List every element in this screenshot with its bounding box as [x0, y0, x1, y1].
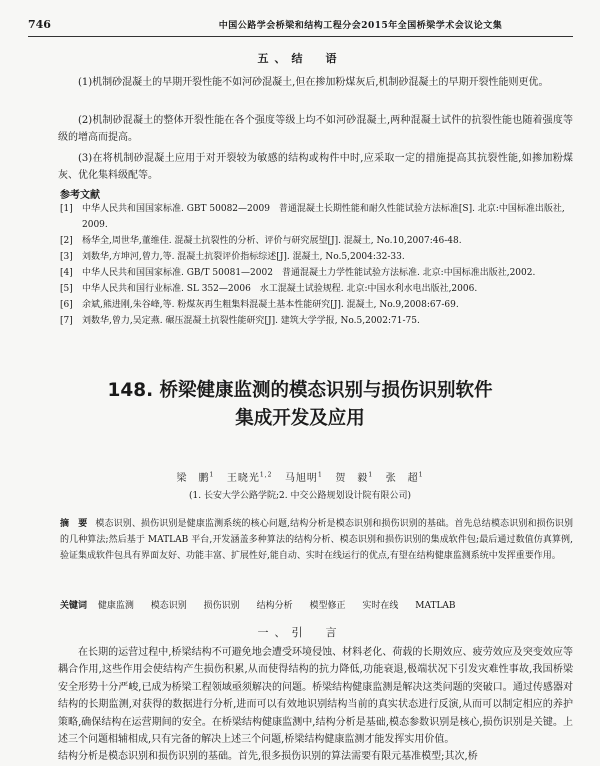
reference-item	[60, 265, 573, 281]
keyword: 结构分析	[256, 601, 293, 611]
keyword: 模态识别	[150, 601, 187, 611]
author-affiliation: (1. 长安大学公路学院;2. 中交公路规划设计院有限公司)	[189, 491, 411, 501]
article-title-line-1: 148. 桥梁健康监测的模态识别与损伤识别软件	[107, 380, 493, 401]
introduction-heading: 一、引 言	[257, 626, 343, 639]
conclusions-heading: 五、结 语	[257, 52, 343, 65]
page-number: 746	[28, 18, 51, 31]
conclusion-item-3: (3)在将机制砂混凝土应用于对开裂较为敏感的结构或构件中时,应采取一定的措施提高其抗裂性能,如掺加粉煤灰、优化集料级配等。	[58, 153, 573, 181]
keyword: 模型修正	[309, 601, 346, 611]
reference-item	[60, 201, 573, 233]
author-affiliation-mark: 1	[368, 471, 374, 479]
abstract	[60, 516, 573, 564]
reference-item	[60, 249, 573, 265]
conclusion-item-1: (1)机制砂混凝土的早期开裂性能不如河砂混凝土,但在掺加粉煤灰后,机制砂混凝土的早期开裂性能则更优。	[78, 77, 549, 88]
keyword: 健康监测	[97, 601, 134, 611]
reference-item	[60, 313, 573, 329]
reference-text: 刘数华,方坤河,曾力,等. 混凝土抗裂评价指标综述[J]. 混凝土, No.5,2004:32-33.	[82, 252, 405, 262]
reference-number: [4]	[60, 268, 73, 278]
reference-text: 中华人民共和国国家标准. GB/T 50081—2002 普通混凝土力学性能试验方法标准. 北京:中国标准出版社,2002.	[82, 268, 536, 278]
reference-item	[60, 281, 573, 297]
reference-text: 中华人民共和国行业标准. SL 352—2006 水工混凝土试验规程. 北京:中国水利水电出版社,2006.	[82, 284, 478, 294]
reference-number: [2]	[60, 236, 73, 246]
reference-text: 杨华全,周世华,董维佳. 混凝土抗裂性的分析、评价与研究展望[J]. 混凝土, No.10,2007:46-48.	[82, 236, 462, 246]
reference-item	[60, 297, 573, 313]
page-header	[28, 14, 573, 37]
conclusion-item-2: (2)机制砂混凝土的整体开裂性能在各个强度等级上均不如河砂混凝土,两种混凝土试件的抗裂性能也随着强度等级的增高而提高。	[58, 115, 573, 143]
keyword: MATLAB	[415, 601, 456, 611]
references-heading: 参考文献	[60, 190, 100, 201]
reference-text: 中华人民共和国国家标准. GBT 50082—2009 普通混凝土长期性能和耐久性能试验方法标准[S]. 北京:中国标准出版社, 2009.	[82, 204, 565, 230]
reference-list	[60, 201, 573, 329]
reference-number: [1]	[60, 204, 73, 214]
author-list	[0, 469, 600, 484]
keyword: 损伤识别	[203, 601, 240, 611]
author-name: 马旭明	[284, 473, 318, 484]
author-name: 王晓光	[226, 473, 260, 484]
author-name: 梁 鹏	[176, 473, 210, 484]
keywords	[60, 598, 573, 611]
reference-number: [6]	[60, 300, 73, 310]
reference-number: [3]	[60, 252, 73, 262]
reference-text: 余斌,熊进刚,朱谷峰,等. 粉煤灰再生粗集料混凝土基本性能研究[J]. 混凝土, No.9,2008:67-69.	[82, 300, 459, 310]
keyword: 实时在线	[362, 601, 399, 611]
introduction-continuation: 结构分析是模态识别和损伤识别的基础。首先,很多损伤识别的算法需要有限元基准模型;其次,桥	[58, 751, 478, 763]
reference-number: [5]	[60, 284, 73, 294]
author-affiliation-mark: 1	[209, 471, 215, 479]
introduction-text	[58, 644, 573, 766]
author-name: 贺 毅	[335, 473, 369, 484]
author-affiliation-mark: 1	[317, 471, 323, 479]
introduction-paragraph: 在长期的运营过程中,桥梁结构不可避免地会遭受环境侵蚀、材料老化、荷载的长期效应、疲劳效应及突变效应等耦合作用,这些作用会使结构产生损伤积累,从而使得结构的抗力降低,功能衰退,极端状况下引发灾难性事故,我国桥梁安全形势十分严峻,已成为桥梁工程领域亟须解决的问题。桥梁结构健康监测是解决这类问题的突破口。通过传感器对结构的长期监测,对获得的数据进行分析,进而可以有效地识别结构当前的真实状态进行反演,从而可以制定相应的养护策略,确保结构在运营期间的安全。在桥梁结构健康监测中,结构分析是基础,模态参数识别是核心,损伤识别是关键。上述三个问题相辅相成,只有完备的解决上述三个问题,桥梁结构健康监测才能发挥实用价值。	[58, 647, 573, 746]
abstract-text: 模态识别、损伤识别是健康监测系统的核心问题,结构分析是模态识别和损伤识别的基础。首先总结模态识别和损伤识别的几种算法;然后基于 MATLAB 平台,开发涵盖多种算法的结构分析、模态识别和损伤识别的集成软件包;最后通过数值仿真算例,验证集成软件包具有界面友好、功能丰富、扩展性好,能自动、实时在线运行的优点,有望在结构健康监测系统中发挥重要作用。	[60, 519, 573, 561]
reference-text: 刘数华,曾力,吴定燕. 碾压混凝土抗裂性能研究[J]. 建筑大学学报, No.5,2002:71-75.	[82, 316, 420, 326]
author-affiliation-mark: 1	[418, 471, 424, 479]
article-title-line-2: 集成开发及应用	[235, 408, 365, 429]
abstract-label: 摘 要	[60, 519, 88, 529]
reference-item	[60, 233, 573, 249]
running-title: 中国公路学会桥梁和结构工程分会2015年全国桥梁学术会议论文集	[218, 21, 503, 31]
keywords-label: 关键词	[60, 601, 88, 611]
author-affiliation-mark: 1,2	[259, 471, 273, 479]
reference-number: [7]	[60, 316, 73, 326]
author-name: 张 超	[385, 473, 419, 484]
